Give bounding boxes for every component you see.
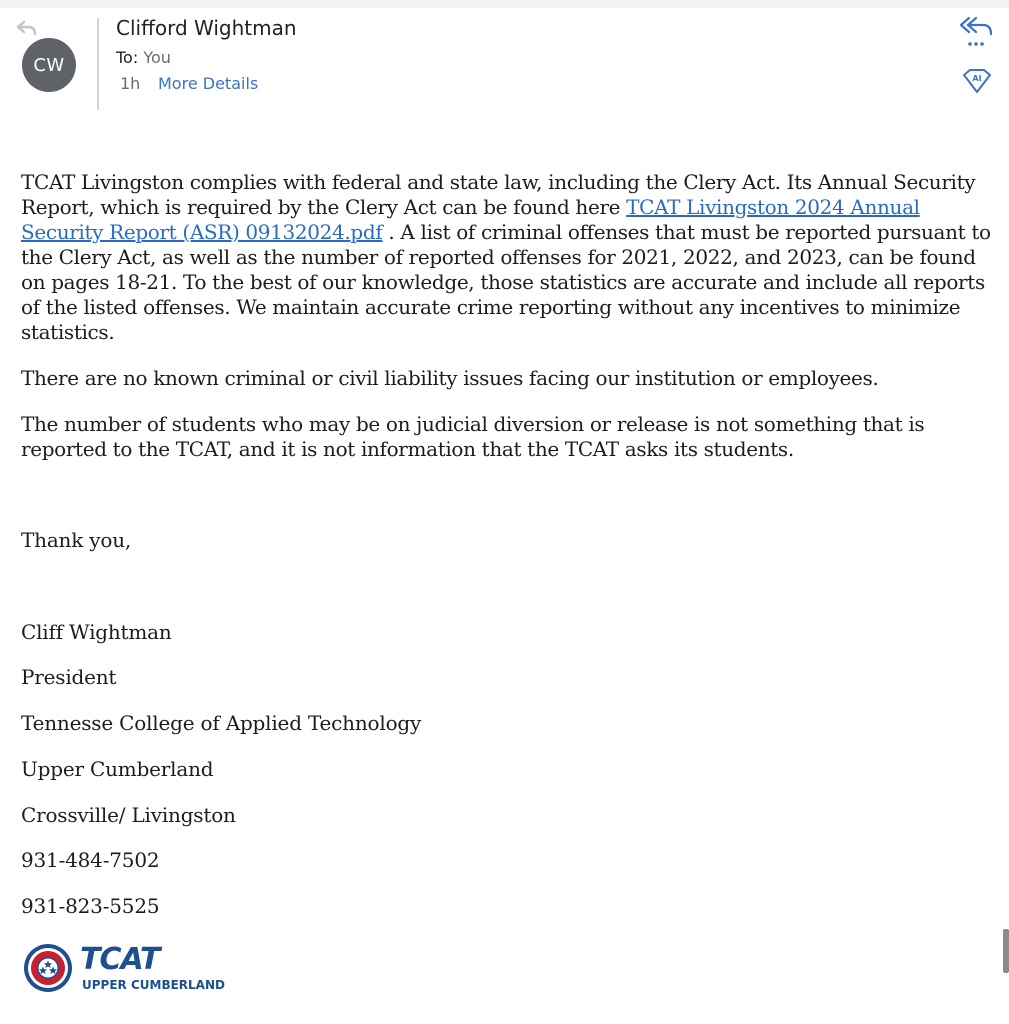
body-paragraph-3: The number of students who may be on judicial diversion or release is not something that is reported to the TCAT, and it is not information that the TCAT asks its students. (21, 412, 925, 461)
reply-all-icon[interactable] (957, 12, 995, 50)
tcat-logo (22, 942, 232, 994)
tennessee-seal-icon (22, 942, 74, 994)
logo-subtitle: UPPER CUMBERLAND (82, 978, 225, 992)
body-paragraph-1-rest: . A list of criminal offenses that must be reported pursuant to the Clery Act, as well as the number of reported offenses for 2021, 2022, and 2023, can be found on pages 18-21. To the best of our knowledge, those statistics are accurate and include all reports of the listed offenses. We maintain accurate crime reporting without any incentives to minimize statistics. (21, 220, 991, 344)
signature-phone-2[interactable]: 931-823-5525 (21, 894, 160, 918)
sender-name[interactable]: Clifford Wightman (116, 16, 297, 40)
signature-name: Cliff Wightman (21, 620, 172, 644)
reply-arrow-icon[interactable] (14, 18, 38, 38)
recipient-line (116, 48, 171, 67)
scrollbar-thumb[interactable] (1003, 929, 1009, 973)
signature-location: Crossville/ Livingston (21, 803, 236, 827)
more-details-link[interactable]: More Details (158, 74, 259, 93)
signature-title: President (21, 665, 117, 689)
to-value: You (143, 48, 171, 67)
message-body (21, 170, 996, 483)
signature-phone-1[interactable]: 931-484-7502 (21, 848, 160, 872)
closing-text: Thank you, (21, 528, 132, 552)
signature-campus: Upper Cumberland (21, 757, 214, 781)
logo-wordmark: TCAT (80, 942, 160, 977)
ai-assistant-icon[interactable] (961, 67, 993, 95)
header-divider (97, 18, 99, 110)
svg-text:AI: AI (972, 74, 982, 83)
to-label: To: (116, 48, 139, 67)
signature-org: Tennesse College of Applied Technology (21, 711, 422, 735)
avatar[interactable]: CW (22, 38, 76, 92)
body-paragraph-1-intro: TCAT Livingston complies with federal and state law, including the Clery Act. Its Annual Security Report, which is required by the Clery Act can be found here (21, 170, 976, 219)
body-paragraph-2: There are no known criminal or civil liability issues facing our institution or employees. (21, 366, 879, 390)
top-strip (0, 0, 1009, 8)
received-time: 1h (120, 74, 141, 93)
asr-report-link[interactable]: TCAT Livingston 2024 Annual Security Report (ASR) 09132024.pdf (21, 195, 920, 244)
body-paragraph-1 (21, 170, 996, 345)
